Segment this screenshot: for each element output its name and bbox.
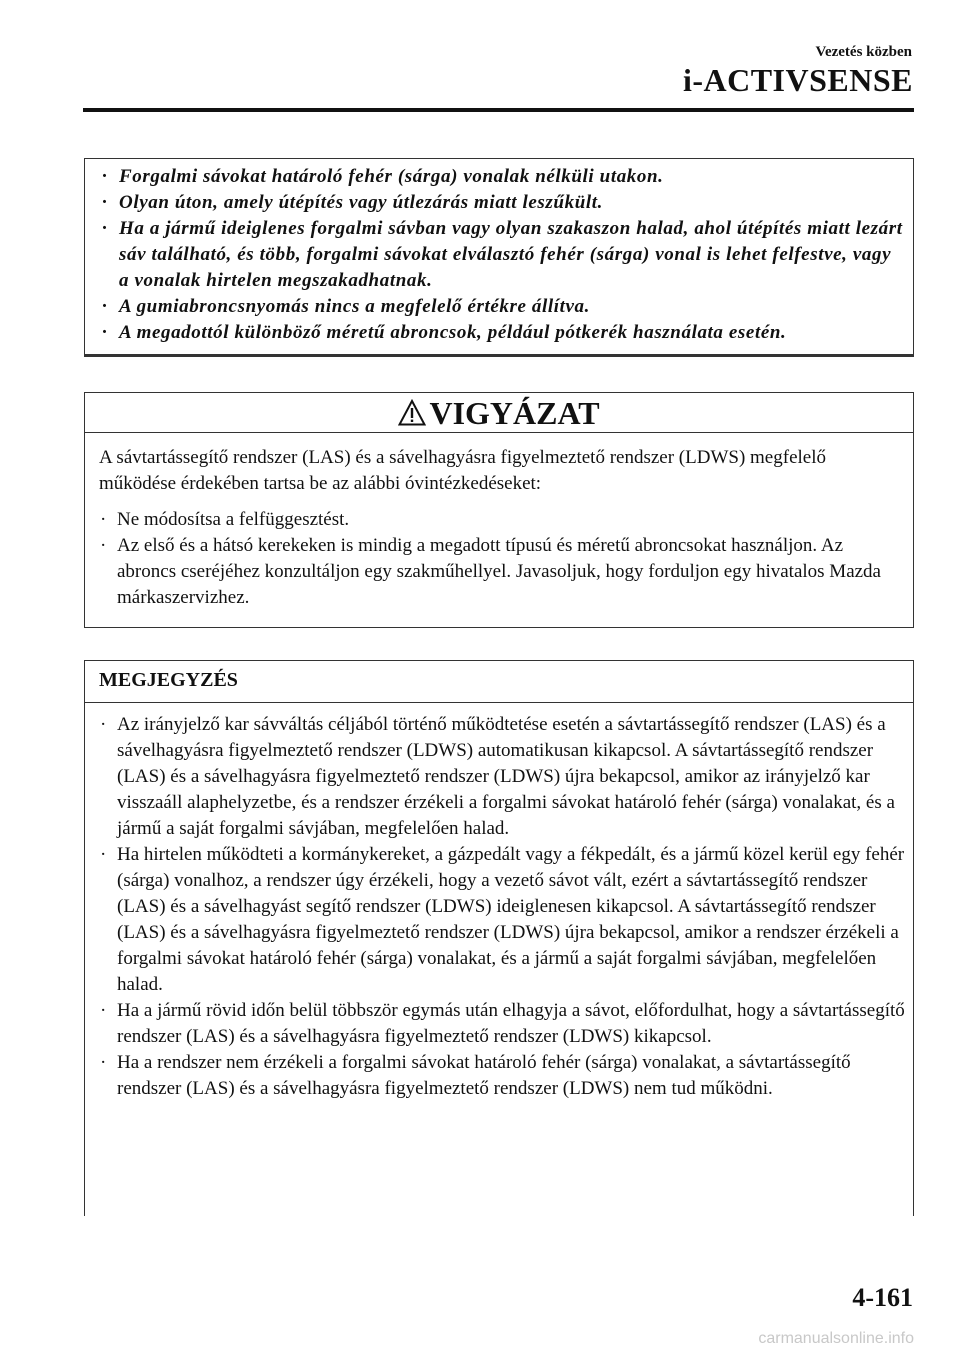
note-text: Ha hirtelen működteti a kormánykereket, a gázpedált vagy a fékpedált, és a jármű közel kerül egy fehér (sárga) vonalhoz, a rendszer úgy érzékeli, hogy a vezető sávot vált, ezért a sávtartássegítő rendszer (LAS) és a sávelhagyást segítő rendszer (LDWS) ideiglenesen kikapcsol. A sávtartássegítő rendszer (LAS) és a sávelhagyásra figyelmeztető rendszer (LDWS) újra bekapcsol, amikor a rendszer érzékeli a forgalmi sávokat határoló fehér (sárga) vonalakat, és a jármű a saját forgalmi sávjában, megfelelően halad.: [117, 844, 905, 995]
list-item: [101, 190, 903, 216]
condition-text: Forgalmi sávokat határoló fehér (sárga) vonalak nélküli utakon.: [119, 166, 664, 187]
caution-header: [85, 393, 913, 433]
list-item: [99, 507, 903, 533]
condition-text: A gumiabroncsnyomás nincs a megfelelő értékre állítva.: [119, 296, 590, 317]
caution-text: Az első és a hátsó kerekeken is mindig a megadott típusú és méretű abroncsokat használjon. Az abroncs cseréjéhez konzultáljon egy szakműhellyel. Javasoljuk, hogy forduljon egy hivatalos Mazda márkaszervizhez.: [117, 535, 881, 608]
section-subtitle: Vezetés közben: [815, 44, 912, 60]
bullet-icon: ·: [100, 509, 107, 530]
list-item: [101, 320, 903, 346]
bullet-icon: ·: [100, 844, 107, 865]
list-item: [101, 216, 903, 294]
bullet-icon: ·: [100, 1052, 107, 1073]
bullet-icon: ·: [100, 1000, 107, 1021]
page-number: 4-161: [852, 1283, 913, 1312]
caution-title: VIGYÁZAT: [429, 394, 600, 431]
list-item: [101, 164, 903, 190]
note-text: Az irányjelző kar sávváltás céljából történő működtetése esetén a sávtartássegítő rendszer (LAS) és a sávelhagyásra figyelmeztető rendszer (LDWS) automatikusan kikapcsol. A sávtartássegítő rendszer (LAS) és a sávelhagyásra figyelmeztető rendszer (LDWS) újra bekapcsol, amikor az irányjelző kar visszaáll alaphelyzetbe, és a rendszer érzékeli a forgalmi sávokat határoló fehér (sárga) vonalakat, és a jármű a saját forgalmi sávjában, megfelelően halad.: [117, 714, 895, 839]
note-text: Ha a jármű rövid időn belül többször egymás után elhagyja a sávot, előfordulhat, hogy a sávtartássegítő rendszer (LAS) és a sávelhagyásra figyelmeztető rendszer (LDWS) kikapcsol.: [117, 1000, 905, 1047]
bullet-icon: ·: [100, 714, 107, 735]
note-box: [84, 660, 914, 1216]
caution-body: [85, 433, 913, 611]
list-item: [99, 842, 907, 998]
list-item: [99, 998, 907, 1050]
caution-box: [84, 392, 914, 628]
header-divider: [83, 108, 914, 112]
bullet-icon: ·: [102, 218, 108, 239]
list-item: [99, 712, 907, 842]
caution-intro: A sávtartássegítő rendszer (LAS) és a sávelhagyásra figyelmeztető rendszer (LDWS) megfelelő működése érdekében tartsa be az alábbi óvintézkedéseket:: [99, 447, 826, 494]
bullet-icon: ·: [102, 296, 108, 317]
note-text: Ha a rendszer nem érzékeli a forgalmi sávokat határoló fehér (sárga) vonalakat, a sávtartássegítő rendszer (LAS) és a sávelhagyásra figyelmeztető rendszer (LDWS) nem tud működni.: [117, 1052, 851, 1099]
note-body: [85, 703, 913, 1102]
list-item: [99, 1050, 907, 1102]
bullet-icon: ·: [102, 192, 108, 213]
condition-text: A megadottól különböző méretű abroncsok, például pótkerék használata esetén.: [119, 322, 787, 343]
condition-text: Olyan úton, amely útépítés vagy útlezárás miatt leszűkült.: [119, 192, 603, 213]
warning-triangle-icon: [398, 399, 426, 427]
bullet-icon: ·: [102, 322, 108, 343]
watermark: carmanualsonline.info: [758, 1330, 914, 1347]
condition-text: Ha a jármű ideiglenes forgalmi sávban vagy olyan szakaszon halad, ahol útépítés miatt lezárt sáv található, és több, forgalmi sávokat elválasztó fehér (sárga) vonal is lehet felfestve, vagy a vonalak hirtelen megszakadhatnak.: [119, 218, 903, 291]
caution-text: Ne módosítsa a felfüggesztést.: [117, 509, 350, 530]
list-item: [99, 533, 903, 611]
bullet-icon: ·: [102, 166, 108, 187]
list-item: [101, 294, 903, 320]
conditions-box: [84, 158, 914, 357]
bullet-icon: ·: [100, 535, 107, 556]
section-title: i-ACTIVSENSE: [682, 62, 913, 98]
note-title: MEGJEGYZÉS: [85, 661, 913, 703]
